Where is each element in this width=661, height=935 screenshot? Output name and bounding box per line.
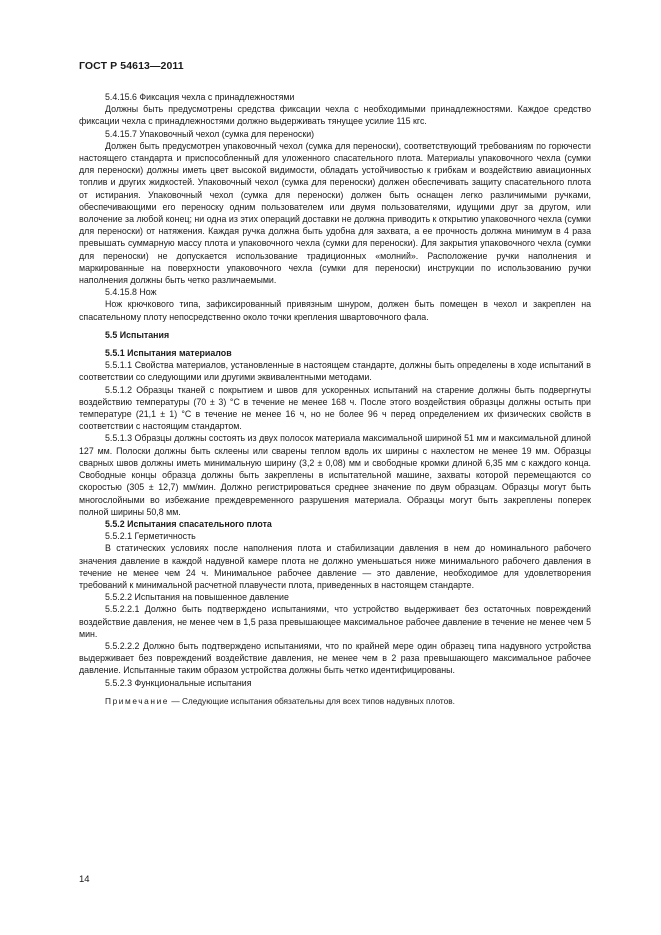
document-body xyxy=(79,91,591,707)
note-text: — Следующие испытания обязательны для всех типов надувных плотов. xyxy=(169,695,455,706)
paragraph: 5.5.2.2.1 Должно быть подтверждено испытаниями, что устройство выдерживает без остаточных повреждений воздействие давления, не менее чем в 1,5 раза превышающее максимальное рабочее давление в течение не менее чем 5 мин. xyxy=(79,604,591,639)
section-heading: 5.5 Испытания xyxy=(105,329,170,340)
paragraph: Нож крючкового типа, зафиксированный привязным шнуром, должен быть помещен в чехол и закреплен на спасательному плоту непосредственно около точки крепления швартовочного фала. xyxy=(79,299,591,322)
paragraph: Должен быть предусмотрен упаковочный чехол (сумка для переноски), соответствующий требованиям по горючести настоящего стандарта и приспособленный для уложенного спасательного плота. Материалы упаковочного чехла (сумки для переноски) должны иметь цвет высокой видимости, обладать устойчивостью к грибкам и воздействию авиационных топлив и других жидкостей. Упаковочный чехол (сумка для переноски) должен обеспечивать защиту спасательного плота от истирания. Упаковочный чехол (сумка для переноски) должен быть оснащен легко различимыми ручками, обеспечивающими его переноску одним пользователем или двумя пользователями, идущими друг за другом, или волочение за любой конец; ни одна из этих операций доставки не должна приводить к открытию упаковочного чехла (сумки для переноски) от натяжения. Каждая ручка должна быть удобна для захвата, а ее прочность должна минимум в 4 раза превышать суммарную массу плота и упаковочного чехла (сумки для переноски). Для закрытия упаковочного чехла (сумки для переноски) не допускается использование традиционных «молний». Расположение ручки наполнения и маркированные на поверхности упаковочного чехла (сумки для переноски) инструкции по использованию ручки наполнения должны быть четко различаемыми. xyxy=(79,140,591,286)
section-heading: 5.5.2 Испытания спасательного плота xyxy=(105,518,272,529)
paragraph: 5.5.2.1 Герметичность xyxy=(105,531,196,542)
paragraph: 5.5.1.3 Образцы должны состоять из двух полосок материала максимальной шириной 51 мм и максимальной длиной 127 мм. Полоски должны быть склеены или сварены теплом вдоль их ширины с нахлестом не менее 19 мм. Образцы сварных швов должны иметь минимальную ширину (3,2 ± 0,08) мм и свободные кромки длиной 6,35 мм с каждого конца. Свободные концы образца должны быть закреплены в испытательной машине, захваты которой перемещаются со скоростью (305 ± 12,7) мм/мин. Должно регистрироваться среднее значение по двум образцам. Образцы могут быть многослойными во избежание преждевременного разрушения материала. Образцы могут быть закреплены поперек полной ширины 50,8 мм. xyxy=(79,433,591,517)
paragraph: 5.5.2.2.2 Должно быть подтверждено испытаниями, что по крайней мере один образец типа надувного устройства выдерживает без повреждений воздействие давления, не менее чем в 2 раза превышающего максимальное рабочее давление. Испытанные таким образом устройства должны быть четко идентифицированы. xyxy=(79,640,591,676)
paragraph: 5.4.15.8 Нож xyxy=(105,287,157,298)
paragraph: Должны быть предусмотрены средства фиксации чехла с необходимыми принадлежностями. Каждое средство фиксации чехла с принадлежностями должно выдерживать тянущее усилие 115 кгс. xyxy=(79,104,591,127)
section-heading: 5.5.1 Испытания материалов xyxy=(105,348,232,359)
paragraph: 5.5.1.1 Свойства материалов, установленные в настоящем стандарте, должны быть определены в ходе испытаний в соответствии со следующими или другими эквивалентными методами. xyxy=(79,360,591,383)
note xyxy=(79,695,591,707)
document-header: ГОСТ Р 54613—2011 xyxy=(79,60,184,72)
paragraph: 5.5.2.2 Испытания на повышенное давление xyxy=(105,592,289,603)
paragraph: 5.4.15.7 Упаковочный чехол (сумка для переноски) xyxy=(105,128,315,139)
paragraph: 5.5.2.3 Функциональные испытания xyxy=(105,677,252,688)
paragraph: 5.5.1.2 Образцы тканей с покрытием и швов для ускоренных испытаний на старение должны быть подвергнуты воздействию температуры (70 ± 3) °С в течение не менее 168 ч. После этого воздействия образцы должны остыть при температуре (21,1 ± 1) °С в течение не менее 16 ч, но не более 96 ч перед определением их физических свойств в соответствии с настоящим стандартом. xyxy=(79,384,591,432)
paragraph: В статических условиях после наполнения плота и стабилизации давления в нем до номинального рабочего значения давление в каждой надувной камере плота не должно уменьшаться ниже минимального рабочего давления в течение не менее чем 24 ч. Минимальное рабочее давление — это давление, необходимое для удовлетворения требований к минимальной расчетной плавучести плота, приведенных в настоящем стандарте. xyxy=(79,543,591,590)
paragraph: 5.4.15.6 Фиксация чехла с принадлежностями xyxy=(105,92,295,102)
note-label: Примечание xyxy=(105,695,170,706)
page-number: 14 xyxy=(79,874,90,885)
